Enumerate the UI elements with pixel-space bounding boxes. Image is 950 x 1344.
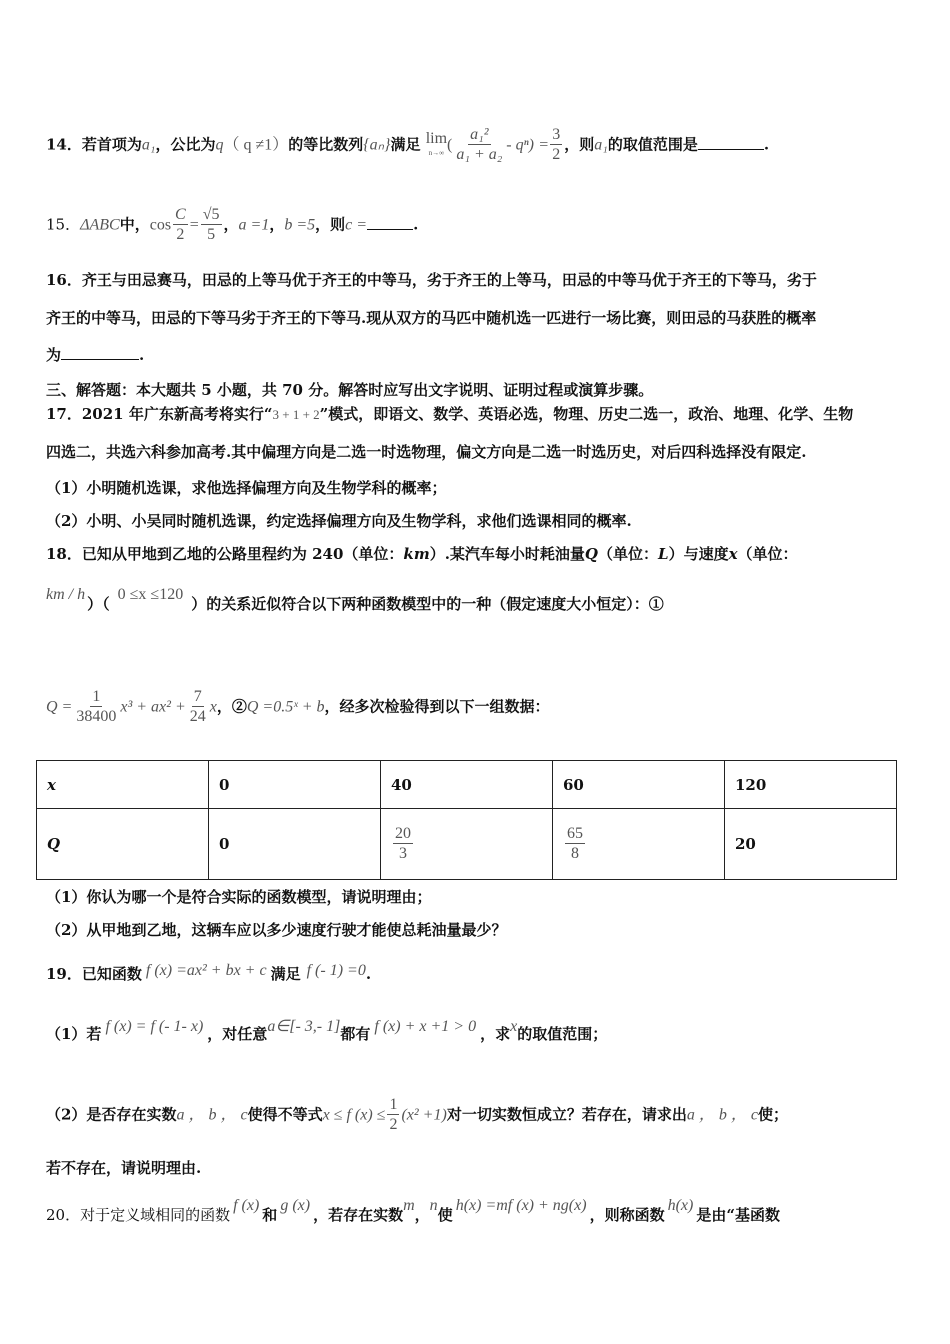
q14-q: q: [215, 136, 224, 154]
data-table: [36, 760, 897, 880]
q20-n: n: [429, 1197, 438, 1214]
q16-line-2: 齐王的中等马，田忌的下等马劣于齐王的下等马.现从双方的马匹中随机选一匹进行一场比赛，则田忌的马获胜的概率: [46, 309, 817, 327]
q19-p1-set: a∈[- 3,- 1]: [267, 1018, 341, 1035]
q14-sequence: {aₙ}: [363, 136, 391, 154]
q18-line-3: [46, 688, 550, 727]
q14-condition: （ q ≠1）: [223, 136, 289, 154]
q14-rhs-den: 2: [552, 146, 561, 163]
q19-p1-x: x: [510, 1018, 518, 1035]
q14-text-1: 若首项为: [81, 135, 142, 154]
q19-p2-vars-2: a ， b ， c: [686, 1106, 758, 1124]
q18-text-1b: ）.某汽车每小时耗油量: [429, 545, 585, 563]
q15-rhs-den: 5: [207, 226, 216, 243]
table-cell-q-60: [553, 809, 725, 880]
q20-h-def: h(x) =mf (x) + ng(x): [455, 1197, 587, 1214]
q15-equals: =: [189, 216, 199, 234]
q18-line-1: [46, 544, 798, 564]
q18-Q: Q: [584, 545, 598, 563]
table-frac-65-8: [565, 825, 585, 864]
table-cell-q-40: [381, 809, 553, 880]
q19-p1-b: ，对任意: [207, 1025, 268, 1043]
q18-m1-f2-num: 7: [193, 688, 202, 705]
q15-end: .: [413, 215, 419, 234]
q14-lim-sub: n→∞: [428, 148, 445, 157]
q18-m1-f1-den: 38400: [76, 708, 117, 725]
q14-text-2: ，公比为: [155, 135, 216, 154]
q15-text-1: 中，: [119, 215, 150, 234]
q18-text-2b: ）的关系近似符合以下两种函数模型中的一种（假定速度大小恒定）：①: [191, 595, 664, 613]
q18-model-1-frac-1: [74, 688, 118, 727]
q18-x: x: [728, 545, 738, 563]
q14-text-6: 的取值范围是: [607, 135, 698, 154]
q18-m1-f2-den: 24: [189, 708, 206, 725]
q15-rhs: [201, 206, 222, 245]
q20-m: m: [403, 1197, 415, 1214]
q18-text-1a: 18．已知从甲地到乙地的公路里程约为 240（单位：: [46, 545, 404, 563]
q14-text-3: 的等比数列: [288, 135, 364, 154]
q18-sep: ，②: [216, 697, 247, 716]
section-3-heading: 三、解答题：本大题共 5 小题，共 70 分。解答时应写出文字说明、证明过程或演算步骤。: [46, 381, 654, 399]
q20-comma: ，: [414, 1206, 430, 1224]
q14-a1: a₁: [141, 136, 156, 154]
q19-p1-d: ，求: [480, 1025, 511, 1043]
q16-end: .: [139, 346, 145, 364]
q14-lim-word: lim: [425, 129, 448, 147]
q14-answer-blank: [698, 149, 764, 150]
table-frac-1-den: 3: [399, 844, 407, 862]
q14-fraction: [454, 126, 504, 165]
q19-p2-vars: a ， b ， c: [176, 1106, 248, 1124]
q19-p2-half-den: 2: [389, 1116, 398, 1133]
question-14: [46, 126, 769, 165]
q19-line-1: [46, 964, 371, 985]
q18-part-1: （1）你认为哪一个是符合实际的函数模型，请说明理由；: [46, 888, 432, 906]
q19-part-2: [46, 1096, 788, 1135]
q14-text-5: ，则: [564, 135, 595, 154]
q18-model-1-frac-2: [188, 688, 208, 727]
q14-frac-den: a₁ + a₂: [456, 146, 503, 163]
table-header-60: 60: [553, 761, 725, 809]
q20-text-1c: ，则称函数: [589, 1206, 665, 1224]
q18-model-2: Q =0.5ˣ + b: [246, 698, 325, 716]
table-cell-q-0: 0: [209, 809, 381, 880]
table-frac-2-den: 8: [571, 844, 579, 862]
table-header-0: 0: [209, 761, 381, 809]
q18-km: km: [403, 545, 430, 563]
q16-line-3: [46, 345, 144, 365]
q15-cos-frac: [173, 206, 188, 245]
q20-text-1b: ，若存在实数: [313, 1206, 404, 1224]
q19-text-1b: 满足: [270, 965, 301, 983]
table-frac-1-num: 20: [395, 824, 411, 842]
q14-end: .: [763, 135, 770, 154]
q19-p2-half: [387, 1096, 399, 1135]
q20-h: h(x): [667, 1197, 694, 1214]
q18-text-1e: （单位：: [737, 545, 798, 563]
q19-p1-e: 的取值范围；: [517, 1025, 608, 1043]
table-row: [37, 761, 897, 809]
table-frac-20-3: [393, 825, 413, 864]
table-header-40: 40: [381, 761, 553, 809]
q14-equals: =: [539, 136, 549, 154]
q15-rhs-num: √5: [202, 206, 220, 223]
q20-text-1d: 是由“基函数: [696, 1206, 780, 1224]
q15-answer-blank: [367, 229, 413, 230]
q15-sep-1: ，: [223, 215, 239, 234]
q19-p2-ineq-1: x ≤ f (x) ≤: [322, 1106, 386, 1124]
table-row-label-q: Q: [37, 809, 209, 880]
q14-number: 14．: [46, 135, 82, 154]
q14-rhs: [550, 126, 562, 165]
q15-number: 15．: [46, 215, 81, 234]
q19-p2-a: （2）是否存在实数: [46, 1105, 177, 1124]
q19-p2-ineq-2: (x² +1): [401, 1106, 447, 1124]
q14-paren: (: [447, 136, 453, 154]
q19-p2-b: 使得不等式: [247, 1105, 323, 1124]
q17-text-1a: 17．2021 年广东新高考将实行“: [46, 405, 273, 423]
q20-f: f (x): [233, 1197, 260, 1214]
q19-text-1a: 19．已知函数: [46, 965, 142, 983]
table-cell-q-120: 20: [725, 809, 897, 880]
q18-range: 0 ≤x ≤120: [117, 586, 184, 603]
q18-text-2a: ）（: [87, 595, 110, 613]
q20-line-1: [46, 1197, 780, 1226]
q19-function-def: f (x) =ax² + bx + c: [145, 962, 267, 979]
q18-text-1c: （单位：: [598, 545, 659, 563]
q15-b-value: b =5: [284, 216, 316, 234]
q19-text-1c: .: [365, 965, 372, 983]
q20-g: g (x): [280, 1197, 311, 1214]
question-15: [46, 206, 418, 245]
q19-p2-half-num: 1: [389, 1096, 398, 1113]
q14-minus-q: - qⁿ): [506, 136, 534, 154]
q18-text-1d: ）与速度: [668, 545, 729, 563]
q19-p1-inequality: f (x) + x +1 > 0: [374, 1018, 477, 1035]
q20-text-1a: 20．对于定义域相同的函数: [46, 1206, 231, 1224]
q16-line-1: 16．齐王与田忌赛马，田忌的上等马优于齐王的中等马，劣于齐王的上等马，田忌的中等马优于齐王的下等马，劣于: [46, 271, 817, 289]
q14-rhs-num: 3: [552, 126, 561, 143]
q17-line-1: [46, 404, 853, 425]
q17-part-2: （2）小明、小吴同时随机选课，约定选择偏理方向及生物学科，求他们选课相同的概率.: [46, 512, 632, 530]
q15-sep-2: ，: [269, 215, 285, 234]
q17-part-1: （1）小明随机选课，求他选择偏理方向及生物学科的概率；: [46, 479, 447, 497]
q18-model-1-end: x: [209, 698, 217, 716]
q18-model-1-lhs: Q =: [46, 698, 73, 716]
q17-line-2: 四选二，共选六科参加高考.其中偏理方向是二选一时选物理，偏文方向是二选一时选历史，对后四科选择没有限定.: [46, 443, 807, 461]
q14-limit: [425, 129, 448, 160]
q18-model-1-mid: x³ + ax² +: [120, 698, 186, 716]
q15-cos-num: C: [175, 206, 186, 223]
q18-kmh: km / h: [46, 586, 86, 603]
table-row: [37, 809, 897, 880]
table-header-x: x: [37, 761, 209, 809]
table-frac-2-num: 65: [567, 824, 583, 842]
q17-text-1b: ”模式，即语文、数学、英语必选，物理、历史二选一，政治、地理、化学、生物: [319, 405, 854, 423]
q19-condition: f (- 1) =0: [306, 962, 366, 979]
q18-line-2: [46, 586, 664, 615]
q16-text-3: 为: [46, 346, 62, 364]
q14-a1-b: a₁: [594, 136, 608, 154]
q15-triangle: ΔABC: [80, 216, 120, 234]
q19-part-1: [46, 1018, 608, 1045]
q19-part-2-end: 若不存在，请说明理由.: [46, 1159, 202, 1177]
q19-p2-d: 使；: [757, 1105, 788, 1124]
q15-a-value: a =1: [238, 216, 270, 234]
q18-part-2: （2）从甲地到乙地，这辆车应以多少速度行驶才能使总耗油量最少？: [46, 921, 507, 939]
q19-p1-a: （1）若: [46, 1025, 102, 1043]
q16-answer-blank: [61, 359, 139, 360]
q17-model: 3 + 1 + 2: [272, 407, 320, 422]
q18-m1-f1-num: 1: [92, 688, 101, 705]
q18-text-3b: ，经多次检验得到以下一组数据：: [324, 697, 550, 716]
q15-text-2: ，则: [315, 215, 346, 234]
q14-text-4: 满足: [390, 135, 421, 154]
q19-p1-c: 都有: [340, 1025, 371, 1043]
q15-c-equals: c =: [345, 216, 368, 234]
q15-cos-den: 2: [176, 226, 185, 243]
q18-L: L: [658, 545, 669, 563]
q15-cos: cos: [149, 216, 172, 234]
q19-p2-c: 对一切实数恒成立？若存在，请求出: [446, 1105, 687, 1124]
q20-use: 使: [437, 1206, 453, 1224]
q14-frac-num: a₁²: [470, 126, 489, 143]
q20-and: 和: [262, 1206, 278, 1224]
q19-p1-symmetry: f (x) = f (- 1- x): [105, 1018, 204, 1035]
table-header-120: 120: [725, 761, 897, 809]
